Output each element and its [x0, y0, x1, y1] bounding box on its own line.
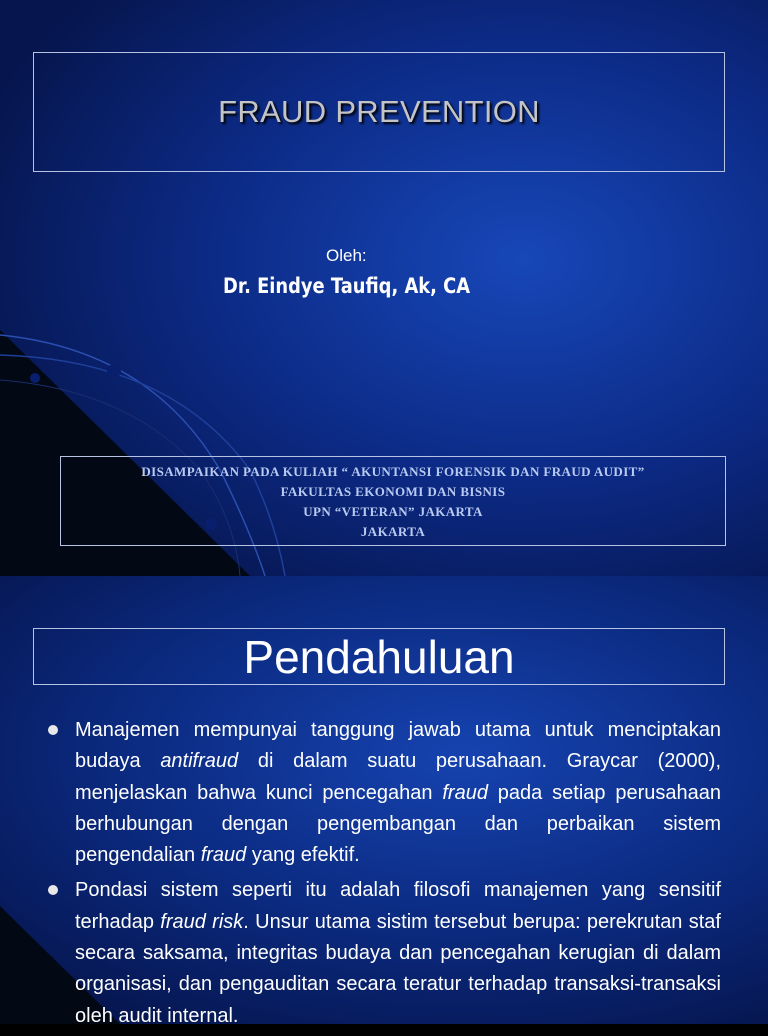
- university-line: UPN “VETERAN” JAKARTA: [303, 503, 483, 519]
- title-box: [33, 52, 725, 172]
- bullet-list: [44, 715, 721, 1036]
- bullet-text: di dalam suatu perusahaan. Graycar (2000), menjelaskan bahwa kunci pencegahan: [75, 750, 721, 804]
- decorative-dot: [30, 373, 40, 383]
- bullet-item: [44, 715, 721, 871]
- slide-title-text: FRAUD PREVENTION: [218, 94, 540, 129]
- course-info-box: [60, 456, 726, 546]
- by-label: Oleh:: [326, 246, 367, 265]
- bullet-text: yang efektif.: [246, 844, 360, 867]
- section-title-box: [33, 628, 725, 685]
- bullet-text: Pondasi sistem seperti itu adalah filosofi manajemen yang sensitif terhadap: [75, 879, 721, 933]
- bullet-italic-term: antifraud: [160, 750, 239, 773]
- bullet-italic-term: fraud: [442, 781, 488, 804]
- bullet-text: Manajemen mempunyai tanggung jawab utama untuk menciptakan budaya: [75, 719, 721, 773]
- bullet-text: pada setiap perusahaan berhubungan dengan pengembangan dan perbaikan sistem pengendalian: [75, 781, 721, 867]
- bullet-item: [44, 875, 721, 1031]
- decorative-dot: [107, 364, 121, 378]
- bullet-italic-term: fraud: [200, 844, 247, 867]
- faculty-line: FAKULTAS EKONOMI DAN BISNIS: [280, 483, 506, 499]
- author-name: Dr. Eindye Taufiq, Ak, CA: [223, 274, 471, 298]
- city-line: JAKARTA: [360, 523, 426, 539]
- section-title: Pendahuluan: [243, 630, 515, 683]
- bullet-italic-term: fraud risk: [160, 910, 244, 933]
- bullet-dot-icon: [48, 725, 58, 735]
- bullet-text: . Unsur utama sistim tersebut berupa: perekrutan staf secara saksama, integritas budaya dan pencegahan kerugian di dalam organisasi, dan pengauditan secara teratur terhadap transaksi-transaksi oleh audit internal.: [75, 910, 721, 1027]
- course-info-line: DISAMPAIKAN PADA KULIAH “ AKUNTANSI FORENSIK DAN FRAUD AUDIT”: [141, 463, 645, 479]
- bullet-dot-icon: [48, 885, 58, 895]
